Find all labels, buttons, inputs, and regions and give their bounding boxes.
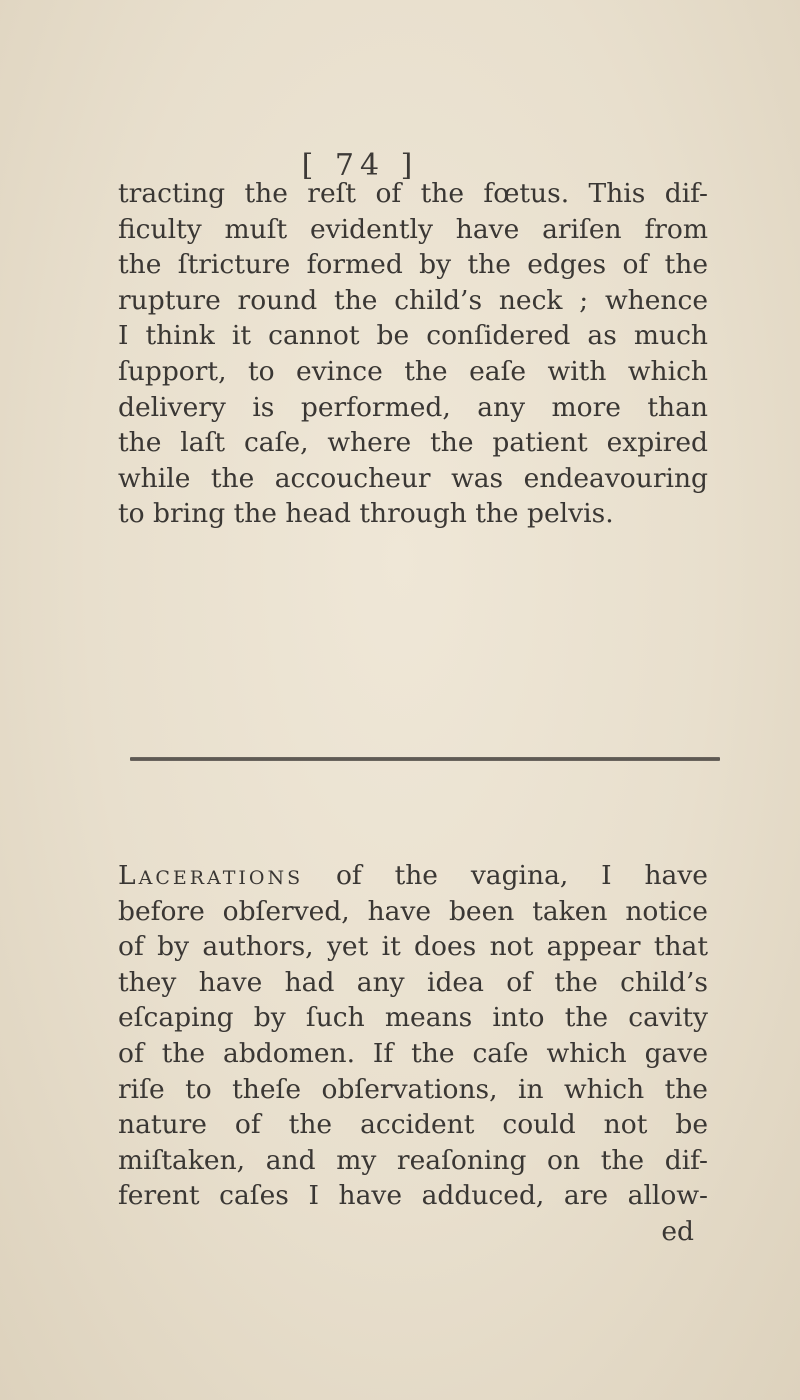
text-line: before obſerved, have been taken notice <box>118 895 708 927</box>
text-line: ficulty muſt evidently have ariſen from <box>118 213 708 245</box>
text-line: I think it cannot be conſidered as much <box>118 320 708 352</box>
paragraph-1 <box>118 176 708 532</box>
text-line: riſe to theſe obſervations, in which the <box>118 1073 708 1105</box>
page-number: [ 74 ] <box>301 148 419 183</box>
text-line: while the accoucheur was endeavouring <box>118 462 708 494</box>
text-line: they have had any idea of the child’s <box>118 966 708 998</box>
catchword: ed <box>661 1215 694 1247</box>
text-line: miſtaken, and my reaſoning on the dif- <box>118 1144 708 1176</box>
text-line: tracting the reſt of the fœtus. This dif- <box>118 178 708 209</box>
text-line: rupture round the child’s neck ; whence <box>118 284 708 316</box>
text-line: the laſt caſe, where the patient expired <box>118 427 708 459</box>
paragraph-2 <box>118 858 708 1250</box>
text-line: eſcaping by ſuch means into the cavity <box>118 1002 708 1034</box>
lead-word: Lacerations <box>118 860 304 891</box>
text-line-first <box>118 858 708 894</box>
text-line: delivery is performed, any more than <box>118 391 708 423</box>
text-line: of the abdomen. If the caſe which gave <box>118 1037 708 1069</box>
first-line-rest: of the vagina, I have <box>303 860 708 891</box>
text-line: ferent caſes I have adduced, are allow- <box>118 1180 708 1212</box>
section-divider <box>130 757 720 761</box>
text-line: to bring the head through the pelvis. <box>118 498 614 530</box>
text-line: ſupport, to evince the eaſe with which <box>118 355 708 387</box>
text-line: the ſtricture formed by the edges of the <box>118 249 708 281</box>
text-line: of by authors, yet it does not appear that <box>118 931 708 963</box>
text-line: nature of the accident could not be <box>118 1109 708 1141</box>
